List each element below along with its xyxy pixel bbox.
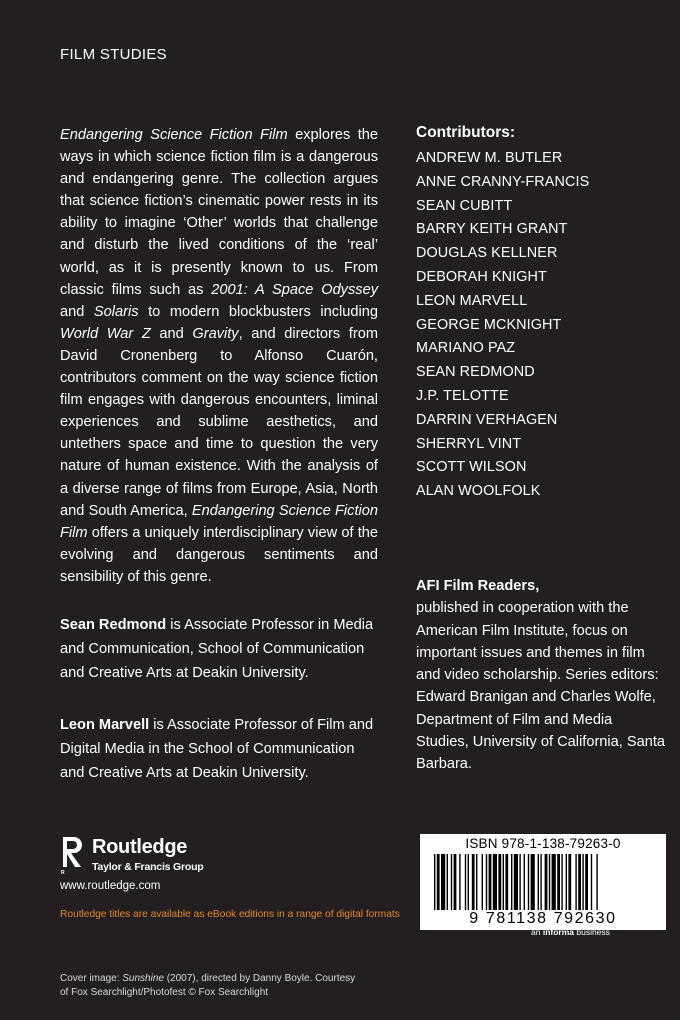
credit-text: (2007), directed by Danny Boyle. Courtesy of Fox Searchlight/Photofest © Fox Searchlight [60, 973, 356, 998]
informa-prefix: an [531, 927, 543, 937]
film-title: Gravity [192, 325, 239, 342]
isbn-label: ISBN 978-1-138-79263-0 [465, 836, 621, 851]
cover-credit [60, 972, 360, 1000]
ebook-note: Routledge titles are available as eBook editions in a range of digital formats [60, 909, 400, 920]
publisher-name: Routledge [92, 836, 188, 858]
contributor-name: ANNE CRANNY-FRANCIS [416, 173, 590, 190]
informa-tagline [531, 927, 610, 937]
contributor-name: GEORGE MCKNIGHT [416, 316, 562, 333]
blurb-part: and [150, 325, 193, 342]
contributors-list [416, 147, 589, 504]
blurb-part: offers a uniquely interdisciplinary view of the evolving and dangerous sentiments and sensibility of this genre. [60, 524, 378, 585]
editor-name: Sean Redmond [60, 617, 167, 633]
blurb-part: explores the ways in which science fiction film is a dangerous and endangering genre. The collection argues that science fiction’s cinematic power rests in its ability to imagine ‘Other’ worlds that challenge and disturb the lived conditions of the ‘real’ world, as it is presently known to us. From classic films such as [60, 127, 379, 298]
film-title: Solaris [93, 303, 139, 320]
publisher-logo [60, 835, 220, 879]
contributor-name: MARIANO PAZ [416, 340, 516, 357]
blurb-part: to modern blockbusters including [138, 303, 378, 320]
film-title: World War Z [60, 325, 151, 342]
barcode [420, 834, 666, 930]
credit-prefix: Cover image: [60, 973, 123, 984]
contributor-name: DEBORAH KNIGHT [416, 268, 547, 285]
contributor-name: SCOTT WILSON [416, 459, 527, 476]
series-description [416, 575, 666, 776]
informa-suffix: business [574, 927, 610, 937]
routledge-mark-icon [60, 835, 86, 875]
barcode-number: 9 781138 792630 [469, 910, 617, 927]
blurb-text [60, 124, 378, 588]
informa-name: informa [542, 927, 574, 937]
film-title: 2001: A Space Odyssey [211, 281, 378, 298]
book-title: Endangering Science Fiction Film [60, 127, 288, 143]
book-title: Endangering Science Fiction Film [60, 502, 379, 541]
series-name: AFI Film Readers, [416, 578, 540, 594]
editor-name: Leon Marvell [60, 717, 150, 733]
contributor-name: LEON MARVELL [416, 292, 528, 309]
contributor-name: BARRY KEITH GRANT [416, 221, 568, 238]
editor-bio-text: is Associate Professor in Media and Communication, School of Communication and Creative Arts at Deakin University. [60, 617, 374, 681]
publisher-group: Taylor & Francis Group [92, 861, 204, 873]
contributor-name: SEAN CUBITT [416, 197, 513, 214]
contributor-name: J.P. TELOTTE [416, 387, 509, 404]
barcode-bars-icon [424, 854, 662, 910]
contributor-name: ALAN WOOLFOLK [416, 483, 541, 500]
editor-bio-text: is Associate Professor of Film and Digital Media in the School of Communication and Creative Arts at Deakin University. [60, 717, 374, 781]
editor-bio [60, 613, 380, 685]
blurb-part: and [60, 303, 94, 320]
credit-film: Sunshine [122, 973, 164, 984]
contributors-heading: Contributors: [416, 124, 516, 141]
contributor-name: SHERRYL VINT [416, 435, 522, 452]
contributor-name: DOUGLAS KELLNER [416, 245, 558, 262]
svg-text:R: R [61, 870, 65, 875]
series-text: published in cooperation with the American Film Institute, focus on important issues and themes in film and video scholarship. Series editors: Edward Branigan and Charles Wolfe, Department of Film and Media Studies, University of California, Santa Barbara. [416, 600, 666, 773]
category-label: FILM STUDIES [60, 46, 167, 63]
contributor-name: ANDREW M. BUTLER [416, 150, 563, 166]
publisher-website: www.routledge.com [60, 880, 161, 892]
editor-bio [60, 713, 380, 785]
contributor-name: SEAN REDMOND [416, 364, 535, 381]
contributor-name: DARRIN VERHAGEN [416, 411, 558, 428]
blurb-part: , and directors from David Cronenberg to Alfonso Cuarón, contributors comment on the way science fiction film engages with dangerous encounters, liminal experiences and sublime aesthetics, and untethers space and time to question the very nature of human existence. With the analysis of a diverse range of films from Europe, Asia, North and South America, [60, 325, 378, 519]
